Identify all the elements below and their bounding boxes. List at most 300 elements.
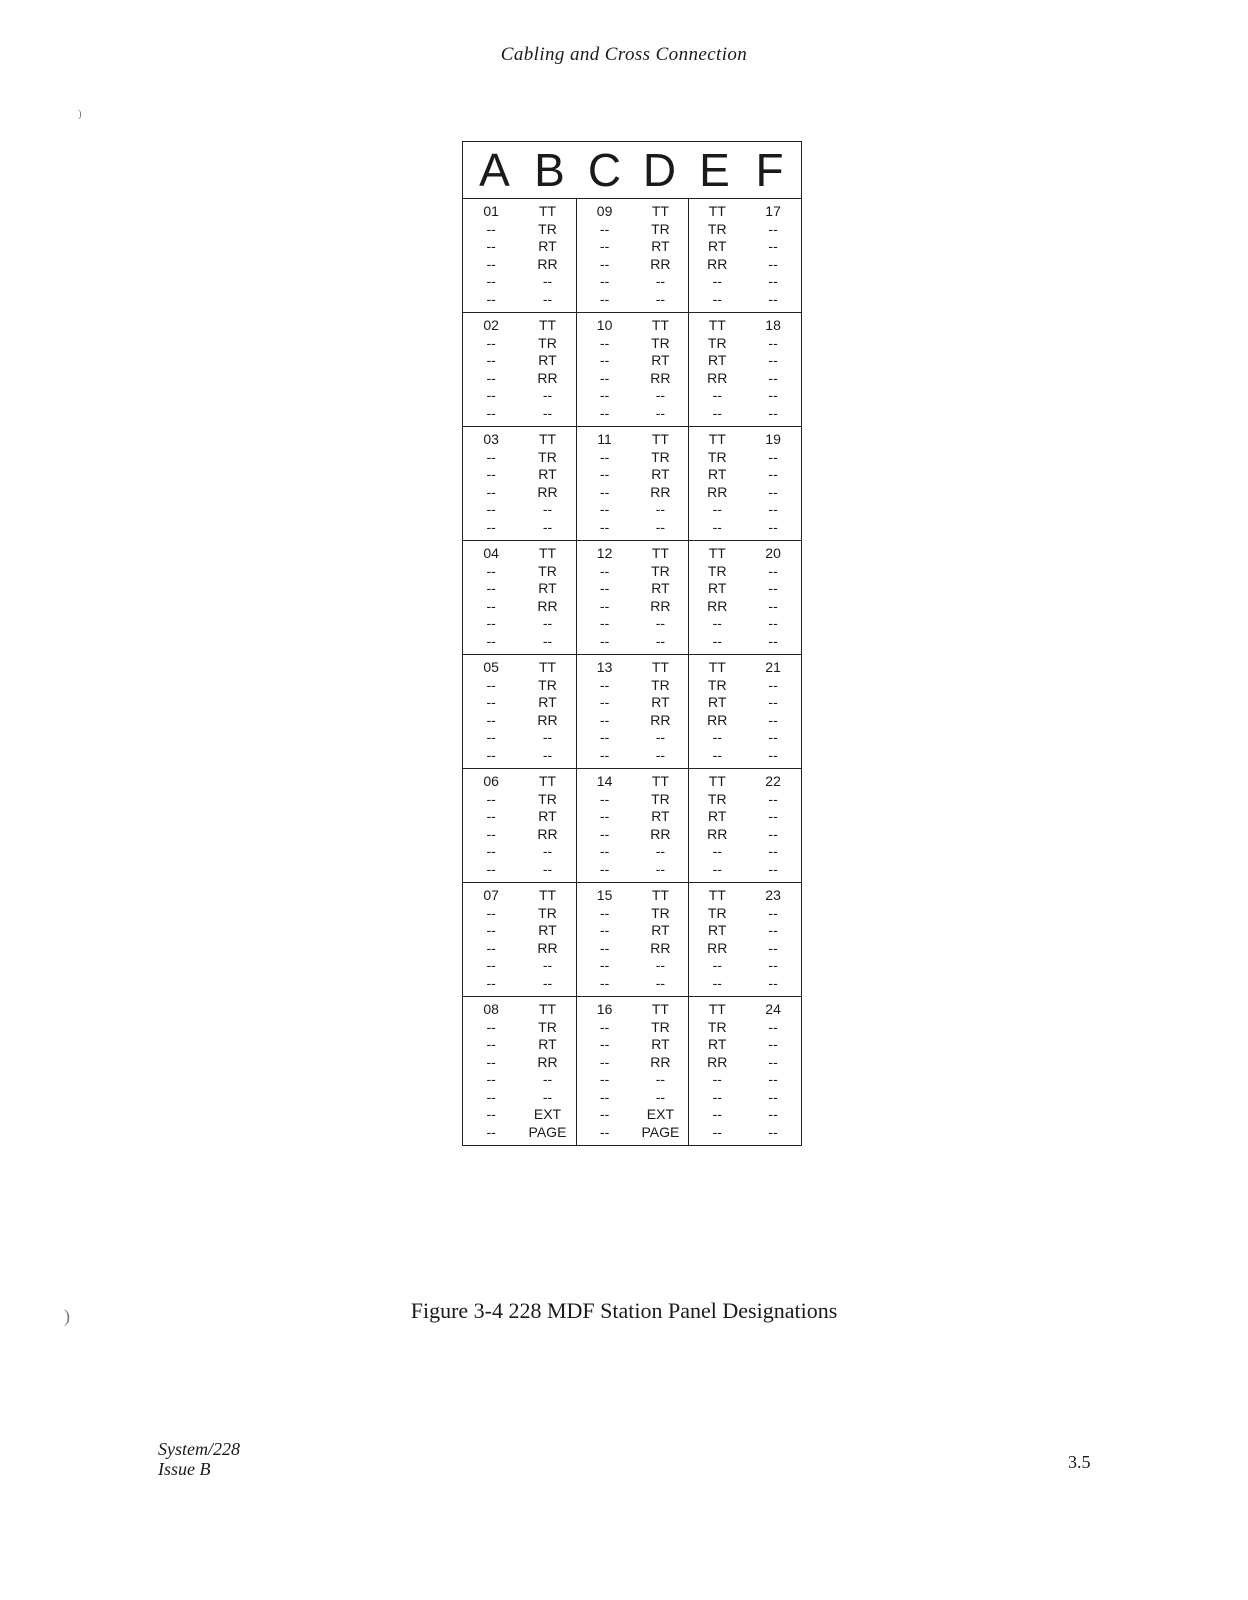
panel-cell: --	[599, 922, 610, 938]
panel-cell: --	[655, 518, 666, 535]
panel-cell: --	[768, 448, 778, 465]
panel-cell: 09	[596, 203, 613, 219]
panel-cell: --	[768, 676, 778, 693]
column-pair	[688, 199, 801, 312]
panel-cell: 02	[483, 317, 499, 333]
panel-cell: TT	[651, 317, 669, 333]
panel-cell: --	[768, 352, 778, 368]
column-pair	[576, 427, 689, 540]
panel-cell: --	[712, 1106, 722, 1122]
panel-cell: --	[655, 957, 666, 973]
panel-cell: RR	[707, 825, 728, 842]
column-pair	[688, 883, 801, 996]
panel-cell: 21	[765, 659, 781, 675]
panel-cell: TR	[707, 904, 727, 921]
panel-cell: TR	[538, 220, 557, 237]
column-pair	[463, 199, 576, 312]
panel-cell: --	[768, 501, 778, 517]
panel-cell: RR	[650, 939, 671, 956]
footer-document-info	[158, 1439, 240, 1479]
panel-cell: 22	[765, 773, 781, 789]
panel-cell: 23	[765, 887, 781, 903]
panel-cell: TR	[538, 1018, 557, 1035]
panel-cell: --	[712, 1088, 722, 1105]
column-pair	[463, 313, 576, 426]
panel-cell: 08	[483, 1001, 499, 1017]
column-pair	[576, 655, 689, 768]
panel-cell: --	[486, 255, 496, 272]
panel-cell: --	[486, 580, 496, 596]
panel-cell: TT	[651, 887, 669, 903]
page-number: 3.5	[1068, 1452, 1091, 1472]
panel-cell: TT	[708, 317, 726, 333]
panel-cell: RT	[708, 580, 727, 596]
panel-cell: --	[599, 939, 610, 956]
panel-cell: --	[768, 255, 778, 272]
column-pair	[688, 769, 801, 882]
panel-cell: --	[599, 255, 610, 272]
panel-cell: --	[768, 518, 778, 535]
panel-cell: TT	[538, 887, 557, 903]
panel-cell: --	[768, 825, 778, 842]
panel-cell: --	[712, 1071, 722, 1087]
panel-cell: --	[599, 843, 610, 859]
panel-cell: --	[768, 1123, 778, 1140]
panel-cell: RT	[538, 238, 557, 254]
panel-cell: --	[768, 808, 778, 824]
panel-cell: 17	[765, 203, 781, 219]
panel-cell: TR	[707, 448, 727, 465]
column-pair	[463, 883, 576, 996]
panel-cell: --	[486, 448, 496, 465]
panel-cell: --	[542, 974, 553, 991]
panel-cell: --	[542, 729, 553, 745]
panel-cell: --	[712, 615, 722, 631]
panel-cell: --	[542, 1088, 553, 1105]
panel-cell: --	[599, 632, 610, 649]
running-header: Cabling and Cross Connection	[500, 44, 748, 65]
panel-cell: --	[486, 1071, 496, 1087]
panel-cell: TT	[708, 773, 726, 789]
panel-cell: --	[486, 694, 496, 710]
panel-cell: --	[655, 746, 666, 763]
column-pair	[463, 769, 576, 882]
panel-cell: --	[542, 290, 553, 307]
panel-cell: --	[599, 729, 610, 745]
panel-cell: --	[768, 1106, 778, 1122]
panel-cell: --	[486, 939, 496, 956]
panel-cell: --	[768, 466, 778, 482]
panel-cell: TT	[651, 1001, 669, 1017]
panel-cell: --	[712, 632, 722, 649]
panel-cell: --	[486, 1018, 496, 1035]
station-block	[463, 655, 801, 769]
panel-cell: TR	[651, 562, 670, 579]
panel-cell: RT	[538, 694, 557, 710]
panel-cell: --	[486, 387, 496, 403]
panel-cell: --	[599, 483, 610, 500]
panel-cell: RR	[707, 483, 728, 500]
panel-cell: --	[768, 746, 778, 763]
panel-cell: RT	[708, 922, 727, 938]
panel-cell: RT	[651, 922, 670, 938]
panel-cell: --	[599, 597, 610, 614]
panel-cell: --	[768, 729, 778, 745]
panel-cell: RT	[538, 352, 557, 368]
column-letter: A	[479, 144, 510, 196]
panel-cell: --	[599, 974, 610, 991]
panel-cell: --	[486, 615, 496, 631]
panel-cell: 10	[596, 317, 613, 333]
panel-cell: --	[542, 746, 553, 763]
panel-cell: --	[542, 860, 553, 877]
panel-cell: --	[768, 904, 778, 921]
panel-cell: --	[712, 273, 722, 289]
panel-cell: 15	[596, 887, 613, 903]
column-letter: C	[587, 144, 622, 196]
panel-cell: RR	[537, 939, 558, 956]
panel-cell: RT	[651, 238, 670, 254]
panel-cell: --	[542, 632, 553, 649]
panel-cell: --	[655, 404, 666, 421]
panel-cell: --	[486, 746, 496, 763]
panel-cell: --	[768, 1018, 778, 1035]
panel-cell: --	[486, 501, 496, 517]
panel-cell: TT	[651, 545, 669, 561]
panel-cell: TR	[651, 790, 670, 807]
panel-cell: 14	[596, 773, 613, 789]
panel-cell: TR	[707, 334, 727, 351]
panel-cell: --	[486, 1088, 496, 1105]
station-block	[463, 883, 801, 997]
column-pair	[463, 427, 576, 540]
panel-cell: --	[768, 273, 778, 289]
panel-cell: RT	[708, 238, 727, 254]
panel-cell: 20	[765, 545, 781, 561]
panel-cell: --	[712, 290, 722, 307]
panel-cell: RR	[707, 1053, 728, 1070]
panel-cell: --	[599, 1088, 610, 1105]
column-letter: F	[755, 144, 784, 196]
panel-cell: --	[768, 483, 778, 500]
panel-cell: 04	[483, 545, 499, 561]
panel-cell: --	[486, 404, 496, 421]
panel-cell: --	[768, 939, 778, 956]
panel-cell: --	[768, 694, 778, 710]
panel-cell: TT	[651, 431, 669, 447]
panel-cell: TR	[538, 790, 557, 807]
column-pair	[688, 541, 801, 654]
column-pair	[463, 997, 576, 1145]
scan-mark: )	[78, 108, 84, 120]
panel-cell: --	[768, 597, 778, 614]
panel-cell: TR	[651, 448, 670, 465]
panel-cell: TR	[707, 790, 727, 807]
panel-cell: RR	[707, 369, 728, 386]
panel-cell: TR	[538, 676, 557, 693]
panel-cell: RT	[651, 808, 670, 824]
scan-mark: )	[64, 1306, 72, 1326]
panel-cell: TR	[651, 904, 670, 921]
column-pair	[576, 199, 689, 312]
panel-cell: 01	[483, 203, 499, 219]
panel-cell: --	[486, 808, 496, 824]
panel-cell: --	[599, 1018, 610, 1035]
panel-cell: --	[486, 238, 496, 254]
panel-cell: RT	[651, 352, 670, 368]
panel-cell: --	[486, 843, 496, 859]
panel-cell: TR	[651, 334, 670, 351]
panel-cell: --	[486, 711, 496, 728]
panel-cell: RT	[708, 808, 727, 824]
panel-cell: --	[599, 334, 610, 351]
panel-cell: --	[486, 922, 496, 938]
panel-cell: --	[542, 1071, 553, 1087]
panel-cell: RR	[707, 597, 728, 614]
panel-cell: --	[655, 843, 666, 859]
panel-cell: --	[768, 238, 778, 254]
panel-cell: --	[655, 615, 666, 631]
panel-cell: TR	[538, 448, 557, 465]
panel-cell: --	[768, 1053, 778, 1070]
panel-cell: TT	[538, 659, 557, 675]
panel-cell: --	[599, 1106, 610, 1122]
panel-cell: RR	[707, 939, 728, 956]
panel-cell: RR	[537, 369, 558, 386]
panel-cell: --	[599, 694, 610, 710]
panel-cell: --	[599, 825, 610, 842]
column-letter: E	[699, 144, 730, 196]
panel-cell: --	[599, 352, 610, 368]
panel-cell: --	[712, 729, 722, 745]
panel-cell: 05	[483, 659, 499, 675]
panel-cell: EXT	[646, 1106, 675, 1122]
column-pair	[463, 655, 576, 768]
panel-cell: --	[486, 974, 496, 991]
panel-cell: RR	[707, 255, 728, 272]
panel-cell: 07	[483, 887, 499, 903]
panel-cell: TT	[538, 773, 557, 789]
panel-cell: --	[768, 860, 778, 877]
panel-cell: 18	[765, 317, 781, 333]
station-block	[463, 769, 801, 883]
panel-cell: --	[768, 1071, 778, 1087]
column-letter-row	[463, 142, 801, 199]
panel-cell: 19	[765, 431, 781, 447]
panel-cell: TT	[538, 545, 557, 561]
panel-cell: --	[768, 290, 778, 307]
panel-cell: --	[599, 676, 610, 693]
panel-cell: TR	[707, 220, 727, 237]
column-pair	[688, 997, 801, 1145]
panel-cell: --	[768, 1036, 778, 1052]
column-pair	[576, 541, 689, 654]
panel-cell: --	[655, 974, 666, 991]
panel-cell: RR	[650, 483, 671, 500]
panel-cell: --	[486, 729, 496, 745]
panel-cell: --	[599, 615, 610, 631]
panel-cell: --	[542, 518, 553, 535]
column-pair	[463, 541, 576, 654]
panel-cell: RT	[538, 580, 557, 596]
column-pair	[688, 313, 801, 426]
panel-cell: EXT	[533, 1106, 562, 1122]
panel-cell: --	[599, 369, 610, 386]
panel-cell: --	[486, 518, 496, 535]
panel-cell: --	[486, 352, 496, 368]
panel-cell: --	[712, 843, 722, 859]
panel-cell: TT	[651, 203, 669, 219]
panel-cell: --	[486, 369, 496, 386]
panel-cell: TT	[538, 203, 557, 219]
panel-cell: --	[768, 974, 778, 991]
panel-cell: RR	[537, 711, 558, 728]
panel-cell: RR	[537, 825, 558, 842]
panel-cell: --	[655, 729, 666, 745]
panel-cell: --	[768, 580, 778, 596]
panel-cell: --	[599, 448, 610, 465]
panel-cell: --	[486, 220, 496, 237]
panel-cell: --	[599, 501, 610, 517]
panel-cell: RR	[650, 255, 671, 272]
panel-cell: RT	[651, 580, 670, 596]
panel-cell: --	[542, 387, 553, 403]
panel-cell: RR	[537, 483, 558, 500]
panel-cell: --	[486, 632, 496, 649]
panel-cell: RR	[537, 1053, 558, 1070]
panel-cell: --	[712, 1123, 722, 1140]
mdf-station-panel	[462, 141, 802, 1146]
panel-cell: --	[712, 404, 722, 421]
panel-cell: --	[486, 860, 496, 877]
panel-cell: --	[486, 597, 496, 614]
panel-cell: --	[486, 825, 496, 842]
panel-cell: --	[486, 676, 496, 693]
panel-cell: TR	[651, 1018, 670, 1035]
panel-cell: --	[486, 562, 496, 579]
panel-cell: RR	[537, 255, 558, 272]
panel-cell: --	[768, 1088, 778, 1105]
panel-cell: TR	[651, 220, 670, 237]
panel-cell: RR	[537, 597, 558, 614]
panel-cell: --	[655, 501, 666, 517]
station-block	[463, 313, 801, 427]
figure-caption: Figure 3-4 228 MDF Station Panel Designations	[410, 1298, 838, 1323]
panel-cell: --	[768, 562, 778, 579]
footer-doc-name: System/228	[158, 1439, 240, 1459]
panel-cell: RR	[650, 369, 671, 386]
panel-cell: --	[599, 957, 610, 973]
panel-cell: --	[599, 290, 610, 307]
panel-cell: --	[486, 483, 496, 500]
panel-cell: --	[712, 974, 722, 991]
panel-cell: TT	[651, 773, 669, 789]
panel-cell: --	[768, 387, 778, 403]
panel-cell: --	[655, 1071, 666, 1087]
panel-cell: --	[599, 387, 610, 403]
panel-cell: --	[599, 404, 610, 421]
panel-cell: --	[599, 904, 610, 921]
panel-cell: TT	[708, 1001, 726, 1017]
panel-cell: --	[542, 404, 553, 421]
panel-cell: --	[712, 501, 722, 517]
panel-cell: --	[655, 1088, 666, 1105]
panel-cell: 03	[483, 431, 499, 447]
panel-cell: 13	[596, 659, 613, 675]
panel-cell: --	[599, 1036, 610, 1052]
panel-cell: TR	[651, 676, 670, 693]
panel-cell: --	[768, 404, 778, 421]
panel-cell: --	[712, 518, 722, 535]
panel-cell: --	[768, 632, 778, 649]
panel-cell: --	[486, 466, 496, 482]
panel-cell: --	[486, 790, 496, 807]
panel-cell: 11	[597, 431, 612, 447]
panel-cell: --	[768, 790, 778, 807]
panel-cell: TT	[651, 659, 669, 675]
panel-cell: --	[599, 580, 610, 596]
panel-cell: --	[599, 746, 610, 763]
panel-cell: RT	[708, 466, 727, 482]
panel-cell: --	[655, 860, 666, 877]
panel-cell: TR	[538, 334, 557, 351]
panel-cell: --	[599, 808, 610, 824]
panel-cell: RT	[708, 352, 727, 368]
panel-cell: RT	[538, 1036, 557, 1052]
panel-cell: --	[542, 615, 553, 631]
panel-cell: TT	[708, 431, 726, 447]
panel-cell: --	[768, 615, 778, 631]
panel-cell: --	[599, 1053, 610, 1070]
panel-cell: TT	[538, 431, 557, 447]
panel-cell: RT	[651, 1036, 670, 1052]
panel-cell: RR	[707, 711, 728, 728]
panel-cell: --	[599, 466, 610, 482]
panel-cell: TT	[708, 203, 726, 219]
panel-cell: --	[599, 1123, 610, 1140]
panel-cell: --	[768, 843, 778, 859]
column-pair	[576, 313, 689, 426]
panel-cell: 16	[596, 1001, 613, 1017]
panel-cell: --	[486, 334, 496, 351]
panel-cell: --	[655, 632, 666, 649]
panel-cell: TT	[708, 659, 726, 675]
panel-cell: 24	[765, 1001, 781, 1017]
panel-cell: --	[599, 860, 610, 877]
panel-cell: --	[486, 290, 496, 307]
panel-cell: --	[542, 843, 553, 859]
station-block	[463, 997, 801, 1145]
panel-cell: TR	[538, 904, 557, 921]
column-pair	[576, 997, 689, 1145]
panel-cell: --	[655, 273, 666, 289]
panel-cell: RT	[708, 694, 727, 710]
panel-cell: TT	[708, 545, 726, 561]
panel-cell: TR	[538, 562, 557, 579]
panel-cell: TT	[538, 1001, 557, 1017]
panel-cell: --	[768, 711, 778, 728]
panel-blocks	[463, 199, 801, 1145]
panel-cell: --	[712, 387, 722, 403]
panel-cell: --	[768, 922, 778, 938]
panel-cell: TT	[708, 887, 726, 903]
panel-cell: RR	[650, 1053, 671, 1070]
column-pair	[688, 655, 801, 768]
panel-cell: TT	[538, 317, 557, 333]
column-pair	[576, 883, 689, 996]
panel-cell: --	[486, 1106, 496, 1122]
panel-cell: --	[542, 957, 553, 973]
